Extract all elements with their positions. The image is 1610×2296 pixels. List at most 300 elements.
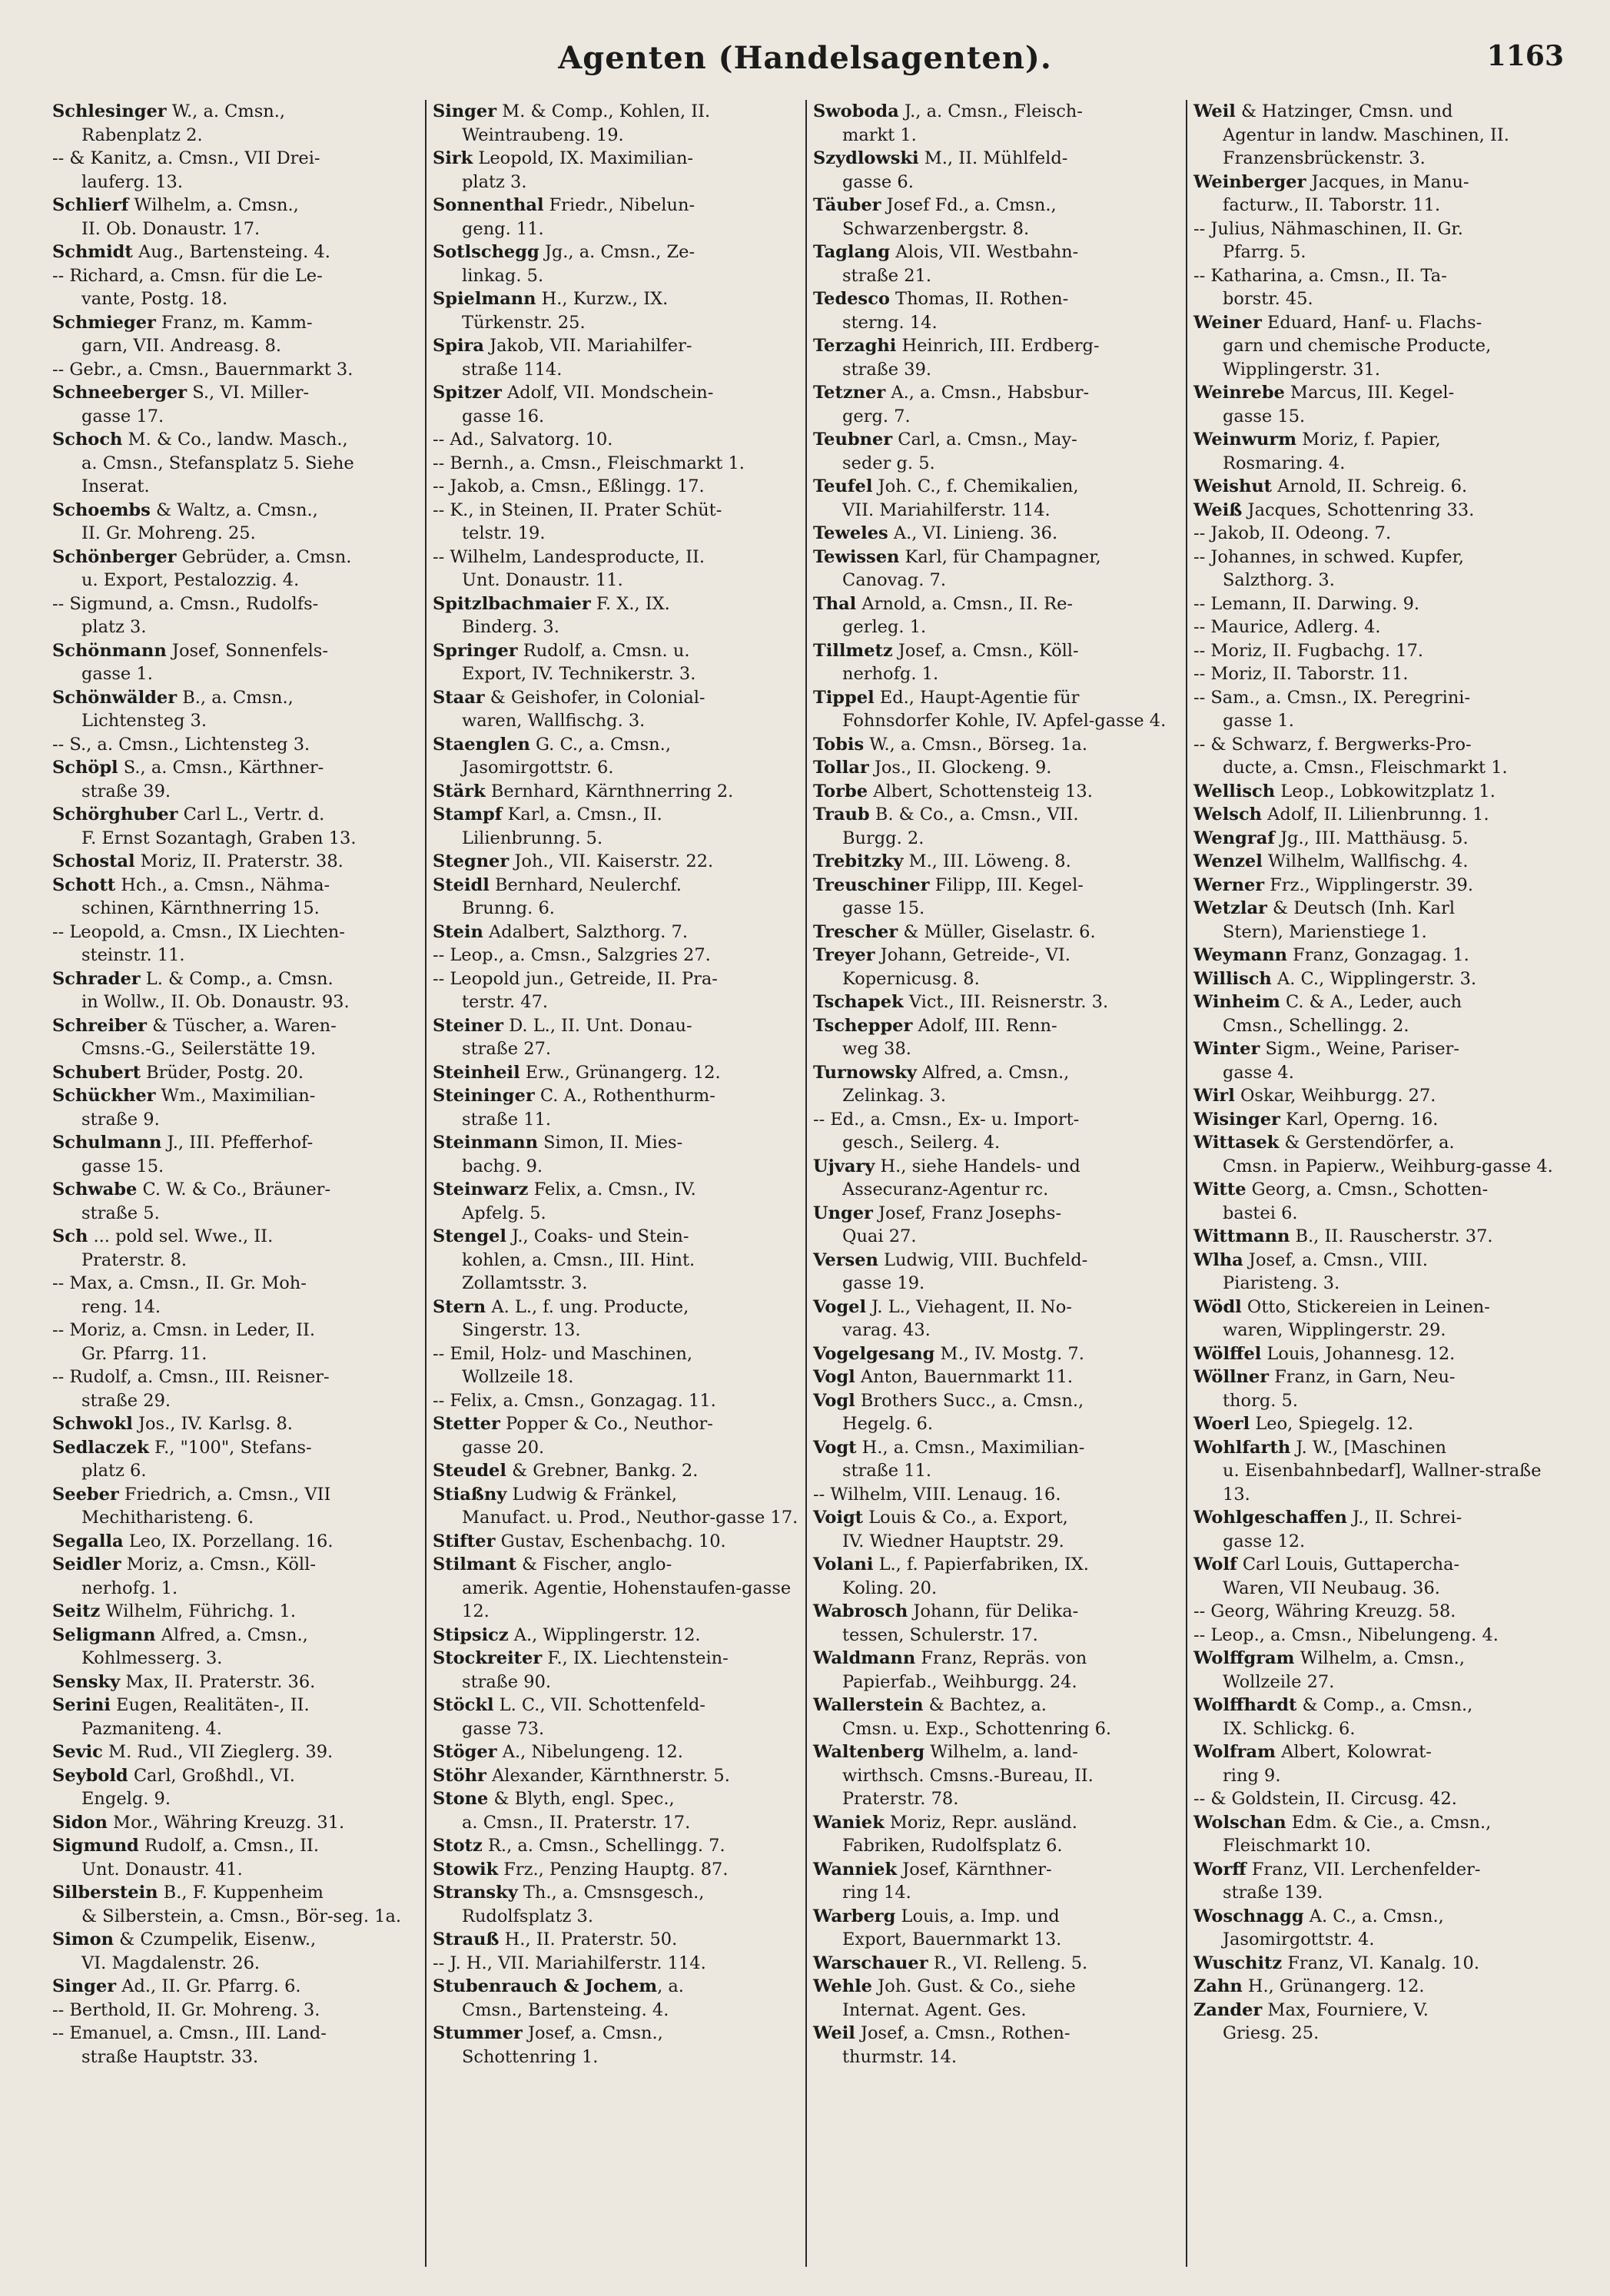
- entry-details: J. W., [Maschinen: [1290, 1437, 1446, 1458]
- entry-name: Vogl: [813, 1390, 855, 1411]
- entry-continuation: Manufact. u. Prod., Neuthor-gasse 17.: [462, 1508, 798, 1528]
- entry-details: A. C., a. Cmsn.,: [1303, 1906, 1444, 1926]
- entry-details: -- Julius, Nähmaschinen, II. Gr.: [1193, 218, 1463, 239]
- entry-details: -- Rudolf, a. Cmsn., III. Reisner-: [52, 1367, 330, 1387]
- directory-entry: [813, 1014, 1180, 1061]
- entry-name: Spitzer: [433, 383, 502, 403]
- entry-details: Louis, Johannesg. 12.: [1261, 1343, 1456, 1364]
- entry-details: M., IV. Mostg. 7.: [934, 1343, 1084, 1364]
- entry-name: Schlesinger: [52, 101, 167, 121]
- entry-details: -- Sigmund, a. Cmsn., Rudolfs-: [52, 593, 319, 614]
- entry-continuation: Fleischmarkt 10.: [1223, 1836, 1372, 1856]
- entry-name: Wölffel: [1193, 1343, 1262, 1364]
- entry-details: Wilhelm, Wallfischg. 4.: [1262, 851, 1469, 871]
- entry-details: -- Gebr., a. Cmsn., Bauernmarkt 3.: [52, 359, 354, 380]
- entry-continuation: Cmsn. u. Exp., Schottenring 6.: [842, 1718, 1112, 1739]
- directory-entry: [1193, 264, 1562, 311]
- entry-details: D. L., II. Unt. Donau-: [503, 1015, 692, 1036]
- entry-details: -- Moriz, II. Taborstr. 11.: [1193, 664, 1409, 684]
- directory-entry: [813, 1061, 1180, 1108]
- entry-details: -- Jakob, a. Cmsn., Eßlingg. 17.: [433, 476, 705, 496]
- entry-name: Zander: [1193, 1999, 1263, 2020]
- entry-continuation: Engelg. 9.: [81, 1789, 171, 1809]
- entry-continuation: gasse 15.: [842, 898, 925, 918]
- entry-name: Stowik: [433, 1859, 499, 1880]
- directory-entry: [52, 1014, 419, 1061]
- entry-continuation: gerleg. 1.: [842, 617, 927, 637]
- entry-details: G. C., a. Cmsn.,: [529, 734, 671, 755]
- entry-name: Steidl: [433, 874, 490, 895]
- entry-continuation: Jasomirgottstr. 4.: [1223, 1929, 1375, 1949]
- entry-continuation: Rosmaring. 4.: [1223, 453, 1346, 473]
- entry-name: Serini: [52, 1695, 111, 1715]
- directory-entry: [52, 1061, 419, 1085]
- entry-continuation: Jasomirgottstr. 6.: [462, 758, 614, 778]
- directory-entry: [433, 1014, 799, 1061]
- entry-details: L. & Comp., a. Cmsn.: [140, 968, 334, 989]
- directory-entry: [433, 1764, 799, 1788]
- directory-entry: [1193, 522, 1562, 546]
- entry-details: Josef, a. Cmsn., Köll-: [892, 640, 1079, 661]
- directory-entry: [433, 1061, 799, 1085]
- directory-entry: [1193, 1858, 1562, 1905]
- entry-name: Wabrosch: [813, 1601, 908, 1621]
- entry-details: Carl L., Vertr. d.: [178, 805, 325, 825]
- entry-details: & Bachtez, a.: [923, 1695, 1047, 1715]
- entry-details: -- Jakob, II. Odeong. 7.: [1193, 523, 1392, 543]
- entry-name: Waldmann: [813, 1648, 916, 1668]
- entry-continuation: garn, VII. Andreasg. 8.: [81, 336, 282, 356]
- entry-name: Vogel: [813, 1296, 866, 1317]
- entry-name: Sensky: [52, 1671, 121, 1692]
- entry-name: Woschnagg: [1193, 1906, 1304, 1926]
- entry-details: -- & Goldstein, II. Circusg. 42.: [1193, 1789, 1457, 1809]
- directory-entry: [52, 639, 419, 686]
- entry-name: Wödl: [1193, 1296, 1242, 1317]
- directory-entry: [1193, 1740, 1562, 1787]
- entry-name: Seybold: [52, 1765, 128, 1786]
- entry-details: H., siehe Handels- und: [875, 1156, 1081, 1176]
- entry-continuation: Wollzeile 18.: [462, 1367, 574, 1387]
- entry-name: Welsch: [1193, 805, 1263, 825]
- entry-name: Schwabe: [52, 1180, 138, 1199]
- entry-details: Leop., Lobkowitzplatz 1.: [1275, 781, 1495, 801]
- entry-name: Wolfram: [1193, 1742, 1276, 1762]
- directory-entry: [1193, 1365, 1562, 1412]
- entry-continuation: u. Export, Pestalozzig. 4.: [81, 570, 300, 590]
- entry-details: Carl, a. Cmsn., May-: [892, 430, 1077, 450]
- entry-name: Torbe: [813, 781, 868, 801]
- directory-entry: [813, 1202, 1180, 1249]
- entry-details: & Hatzinger, Cmsn. und: [1235, 101, 1453, 121]
- entry-name: Wuschitz: [1193, 1953, 1283, 1973]
- entry-name: Weinrebe: [1193, 383, 1285, 403]
- directory-entry: [813, 1389, 1180, 1436]
- entry-continuation: VI. Magdalenstr. 26.: [81, 1953, 261, 1973]
- entry-name: Weishut: [1193, 476, 1273, 496]
- entry-continuation: lauferg. 13.: [81, 171, 183, 192]
- entry-name: Wolf: [1193, 1554, 1237, 1574]
- entry-continuation: geng. 11.: [462, 218, 544, 239]
- entry-details: -- Ed., a. Cmsn., Ex- u. Import-: [813, 1109, 1080, 1130]
- entry-continuation: gasse 6.: [842, 171, 914, 192]
- entry-name: Stern: [433, 1296, 486, 1317]
- entry-details: -- Richard, a. Cmsn. für die Le-: [52, 265, 323, 286]
- entry-name: Schönwälder: [52, 687, 178, 708]
- directory-entry: [1193, 592, 1562, 616]
- entry-details: Joh., VII. Kaiserstr. 22.: [509, 851, 714, 871]
- entry-details: Josef, Sonnenfels-: [166, 640, 328, 661]
- entry-details: Th., a. Cmsnsgesch.,: [517, 1883, 705, 1903]
- entry-continuation: Koling. 20.: [842, 1578, 938, 1598]
- directory-entry: [813, 639, 1180, 686]
- entry-details: -- Leopold jun., Getreide, II. Pra-: [433, 968, 718, 989]
- entry-details: -- K., in Steinen, II. Prater Schüt-: [433, 499, 722, 520]
- entry-details: Wilhelm, a. land-: [925, 1742, 1078, 1762]
- entry-details: Franz, Repräs. von: [915, 1648, 1087, 1668]
- entry-details: -- Berthold, II. Gr. Mohreng. 3.: [52, 1999, 320, 2020]
- entry-continuation: reng. 14.: [81, 1296, 161, 1317]
- entry-details: Moriz, f. Papier,: [1296, 430, 1441, 450]
- entry-continuation: telstr. 19.: [462, 523, 546, 543]
- directory-entry: [813, 522, 1180, 546]
- entry-details: Adolf, VII. Mondschein-: [501, 383, 714, 403]
- entry-name: Steinwarz: [433, 1180, 529, 1199]
- entry-name: Sirk: [433, 148, 473, 168]
- entry-continuation: Unt. Donaustr. 41.: [81, 1859, 243, 1880]
- entry-name: Wenzel: [1193, 851, 1263, 871]
- directory-entry: [433, 1858, 799, 1882]
- entry-continuation: Binderg. 3.: [462, 617, 559, 637]
- directory-entry: [52, 358, 419, 382]
- entry-details: & Müller, Giselastr. 6.: [898, 921, 1096, 942]
- entry-continuation: Cmsn. in Papierw., Weihburg-gasse 4.: [1223, 1156, 1553, 1176]
- entry-name: Schneeberger: [52, 383, 188, 403]
- entry-name: Waniek: [813, 1812, 885, 1833]
- entry-details: A., a. Cmsn., Habsbur-: [885, 383, 1090, 403]
- directory-entry: [1193, 897, 1562, 944]
- entry-name: Schönberger: [52, 546, 177, 567]
- directory-entry: [1193, 1624, 1562, 1647]
- directory-entry: [813, 990, 1180, 1014]
- directory-entry: [52, 1272, 419, 1319]
- entry-details: -- & Kanitz, a. Cmsn., VII Drei-: [52, 148, 320, 168]
- entry-continuation: straße 139.: [1223, 1883, 1323, 1903]
- entry-name: Silberstein: [52, 1883, 158, 1903]
- entry-continuation: thorg. 5.: [1223, 1390, 1299, 1411]
- directory-entry: [52, 1740, 419, 1764]
- entry-details: Franz, VII. Lerchenfelder-: [1246, 1859, 1481, 1880]
- entry-name: Witte: [1193, 1180, 1247, 1199]
- directory-entry: [433, 1296, 799, 1342]
- entry-details: H., Kurzw., IX.: [536, 289, 669, 309]
- directory-entry: [52, 921, 419, 967]
- entry-details: & Geishofer, in Colonial-: [484, 687, 705, 708]
- entry-continuation: straße 39.: [842, 359, 932, 380]
- entry-details: Max, Fourniere, V.: [1262, 1999, 1429, 2020]
- entry-name: Treyer: [813, 945, 875, 965]
- entry-name: Springer: [433, 640, 518, 661]
- directory-entry: [52, 100, 419, 147]
- entry-continuation: straße 90.: [462, 1671, 552, 1692]
- entry-continuation: waren, Wipplingerstr. 29.: [1223, 1320, 1446, 1340]
- directory-entry: [433, 1178, 799, 1225]
- entry-details: Rudolf, a. Cmsn. u.: [517, 640, 690, 661]
- directory-columns: [46, 100, 1568, 2267]
- entry-continuation: Assecuranz-Agentur rc.: [842, 1180, 1049, 1199]
- entry-details: Eduard, Hanf- u. Flachs-: [1261, 312, 1482, 333]
- entry-details: Josef, a. Cmsn., VIII.: [1243, 1249, 1429, 1270]
- entry-continuation: straße 11.: [462, 1109, 552, 1130]
- entry-details: C. A., Rothenthurm-: [534, 1086, 715, 1106]
- directory-entry: [433, 1084, 799, 1131]
- entry-continuation: facturw., II. Taborstr. 11.: [1223, 195, 1441, 215]
- directory-entry: [433, 780, 799, 804]
- entry-continuation: gasse 15.: [1223, 406, 1306, 426]
- entry-details: Karl, Operng. 16.: [1280, 1109, 1439, 1130]
- directory-entry: [1193, 967, 1562, 991]
- entry-name: Willisch: [1193, 968, 1272, 989]
- entry-details: -- Lemann, II. Darwing. 9.: [1193, 593, 1420, 614]
- entry-continuation: thurmstr. 14.: [842, 2046, 958, 2067]
- directory-entry: [813, 1905, 1180, 1952]
- directory-entry: [813, 1483, 1180, 1507]
- directory-entry: [1193, 1296, 1562, 1342]
- directory-entry: [1193, 662, 1562, 686]
- entry-continuation: F. Ernst Sozantagh, Graben 13.: [81, 828, 357, 848]
- directory-entry: [433, 1225, 799, 1296]
- entry-name: Sidon: [52, 1812, 108, 1833]
- entry-name: Tollar: [813, 758, 869, 778]
- entry-name: Sigmund: [52, 1836, 139, 1856]
- directory-entry: [813, 1811, 1180, 1858]
- entry-details: Heinrich, III. Erdberg-: [896, 336, 1100, 356]
- directory-entry: [52, 592, 419, 639]
- entry-details: Jg., III. Matthäusg. 5.: [1274, 828, 1469, 848]
- entry-details: Leopold, IX. Maximilian-: [473, 148, 694, 168]
- entry-name: Stengel: [433, 1226, 506, 1246]
- entry-name: Volani: [813, 1554, 874, 1574]
- directory-entry: [52, 850, 419, 874]
- directory-entry: [52, 1530, 419, 1554]
- directory-entry: [52, 194, 419, 241]
- directory-entry: [52, 147, 419, 194]
- directory-entry: [52, 381, 419, 428]
- entry-details: & Blyth, engl. Spec.,: [488, 1789, 675, 1809]
- entry-continuation: gasse 20.: [462, 1437, 545, 1458]
- entry-name: Steinmann: [433, 1133, 538, 1153]
- entry-details: -- Leop., a. Cmsn., Salzgries 27.: [433, 945, 711, 965]
- entry-details: & Deutsch (Inh. Karl: [1266, 898, 1456, 918]
- entry-name: Strauß: [433, 1929, 500, 1949]
- entry-name: Schückher: [52, 1086, 156, 1106]
- entry-details: Joh. C., f. Chemikalien,: [872, 476, 1079, 496]
- directory-entry: [1193, 311, 1562, 382]
- entry-details: Frz., Wipplingerstr. 39.: [1264, 874, 1474, 895]
- entry-name: Weymann: [1193, 945, 1287, 965]
- entry-details: R., VI. Relleng. 5.: [928, 1953, 1088, 1973]
- directory-entry: [52, 428, 419, 499]
- directory-entry: [52, 1624, 419, 1671]
- directory-entry: [1193, 381, 1562, 428]
- entry-name: Wengraf: [1193, 828, 1275, 848]
- entry-name: Singer: [433, 101, 497, 121]
- entry-continuation: Piaristeng. 3.: [1223, 1273, 1340, 1293]
- entry-details: W., a. Cmsn.,: [166, 101, 286, 121]
- entry-details: Carl, Großhdl., VI.: [128, 1765, 295, 1786]
- entry-name: Voigt: [813, 1508, 864, 1528]
- entry-name: Tetzner: [813, 383, 886, 403]
- entry-details: Johann, für Delika-: [908, 1601, 1079, 1621]
- entry-details: -- Moriz, a. Cmsn. in Leder, II.: [52, 1320, 315, 1340]
- entry-name: Sotlschegg: [433, 242, 539, 262]
- directory-entry: [813, 803, 1180, 850]
- entry-name: Stockreiter: [433, 1648, 543, 1668]
- directory-entry: [52, 1600, 419, 1624]
- entry-continuation: Unt. Donaustr. 11.: [462, 570, 623, 590]
- entry-details: J., Coaks- und Stein-: [506, 1226, 689, 1246]
- directory-entry: [1193, 217, 1562, 264]
- entry-continuation: gasse 19.: [842, 1273, 925, 1293]
- directory-entry: [1193, 1084, 1562, 1108]
- entry-details: & Comp., a. Cmsn.,: [1296, 1695, 1473, 1715]
- entry-details: J., III. Pfefferhof-: [161, 1133, 314, 1153]
- entry-continuation: in Wollw., II. Ob. Donaustr. 93.: [81, 992, 350, 1012]
- entry-continuation: Schottenring 1.: [462, 2046, 599, 2067]
- entry-continuation: gasse 17.: [81, 406, 164, 426]
- entry-continuation: gasse 16.: [462, 406, 545, 426]
- entry-name: Stiaßny: [433, 1484, 507, 1505]
- directory-entry: [433, 1694, 799, 1740]
- entry-details: & Fischer, anglo-: [516, 1554, 672, 1574]
- directory-entry: [433, 452, 799, 476]
- entry-details: Erw., Grünangerg. 12.: [520, 1062, 721, 1083]
- directory-entry: [813, 147, 1180, 194]
- directory-entry: [1193, 827, 1562, 851]
- entry-details: H., a. Cmsn., Maximilian-: [856, 1437, 1085, 1458]
- entry-name: Staar: [433, 687, 485, 708]
- entry-details: L. C., VII. Schottenfeld-: [493, 1695, 705, 1715]
- entry-continuation: Rabenplatz 2.: [81, 124, 203, 145]
- directory-entry: [52, 1131, 419, 1178]
- entry-continuation: VII. Mariahilferstr. 114.: [842, 499, 1051, 520]
- entry-continuation: varag. 43.: [842, 1320, 931, 1340]
- entry-details: B., F. Kuppenheim: [158, 1883, 324, 1903]
- directory-entry: [433, 1553, 799, 1624]
- entry-details: Friedr., Nibelun-: [543, 195, 695, 215]
- directory-entry: [1193, 1553, 1562, 1600]
- entry-details: Bernhard, Kärnthnerring 2.: [485, 781, 734, 801]
- entry-details: Josef, a. Cmsn.,: [522, 2023, 663, 2043]
- entry-details: C. & A., Leder, auch: [1280, 992, 1462, 1012]
- entry-continuation: Waren, VII Neubaug. 36.: [1223, 1578, 1440, 1598]
- entry-name: Stampf: [433, 805, 503, 825]
- directory-entry: [813, 921, 1180, 944]
- entry-name: Spielmann: [433, 289, 536, 309]
- entry-details: Aug., Bartensteing. 4.: [132, 242, 330, 262]
- entry-details: Frz., Penzing Hauptg. 87.: [498, 1859, 729, 1880]
- directory-entry: [813, 1436, 1180, 1483]
- entry-name: Ujvary: [813, 1156, 875, 1176]
- entry-continuation: Export, IV. Technikerstr. 3.: [462, 664, 696, 684]
- entry-continuation: Brunng. 6.: [462, 898, 555, 918]
- entry-details: A. L., f. ung. Producte,: [486, 1296, 689, 1317]
- entry-name: Traub: [813, 805, 870, 825]
- entry-details: -- Ad., Salvatorg. 10.: [433, 430, 613, 450]
- directory-entry: [52, 1975, 419, 1999]
- entry-name: Stärk: [433, 781, 486, 801]
- entry-details: Karl, a. Cmsn., II.: [502, 805, 662, 825]
- entry-details: A. C., Wipplingerstr. 3.: [1271, 968, 1477, 989]
- entry-details: Georg, a. Cmsn., Schotten-: [1246, 1180, 1489, 1199]
- entry-continuation: nerhofg. 1.: [842, 664, 939, 684]
- directory-entry: [52, 2022, 419, 2069]
- page-header: [46, 40, 1564, 86]
- entry-name: Woerl: [1193, 1414, 1250, 1434]
- entry-details: Ludwig & Fränkel,: [506, 1484, 678, 1505]
- entry-details: -- & Schwarz, f. Bergwerks-Pro-: [1193, 734, 1472, 755]
- entry-continuation: II. Gr. Mohreng. 25.: [81, 523, 256, 543]
- entry-name: Wittmann: [1193, 1226, 1290, 1246]
- entry-continuation: Praterstr. 8.: [81, 1249, 188, 1270]
- entry-name: Teufel: [813, 476, 873, 496]
- entry-name: Trescher: [813, 921, 898, 942]
- entry-details: L., f. Papierfabriken, IX.: [873, 1554, 1089, 1574]
- entry-name: Tedesco: [813, 289, 890, 309]
- entry-continuation: Lilienbrunng. 5.: [462, 828, 603, 848]
- entry-details: Jakob, VII. Mariahilfer-: [483, 336, 692, 356]
- entry-continuation: Kopernicusg. 8.: [842, 968, 980, 989]
- directory-entry: [52, 1999, 419, 2022]
- entry-continuation: gasse 15.: [81, 1156, 164, 1176]
- entry-details: M. & Comp., Kohlen, II.: [496, 101, 711, 121]
- entry-name: Schoembs: [52, 499, 151, 520]
- directory-entry: [813, 733, 1180, 757]
- entry-details: , a.: [657, 1976, 684, 1996]
- directory-entry: [1193, 100, 1562, 171]
- directory-entry: [1193, 780, 1562, 804]
- entry-continuation: Rudolfsplatz 3.: [462, 1906, 593, 1926]
- directory-entry: [813, 1342, 1180, 1366]
- page-number: 1163: [1486, 40, 1564, 72]
- directory-entry: [52, 1553, 419, 1600]
- page-title: Agenten (Handelsagenten).: [558, 40, 1052, 76]
- directory-entry: [1193, 1600, 1562, 1624]
- entry-name: Tschepper: [813, 1015, 913, 1036]
- entry-details: Jos., II. Glockeng. 9.: [868, 758, 1052, 778]
- directory-entry: [813, 1975, 1180, 2022]
- entry-continuation: straße 5.: [81, 1203, 160, 1223]
- entry-name: Schönmann: [52, 640, 167, 661]
- entry-details: A., Nibelungeng. 12.: [496, 1742, 683, 1762]
- entry-details: S., VI. Miller-: [187, 383, 310, 403]
- entry-continuation: Export, Bauernmarkt 13.: [842, 1929, 1062, 1949]
- entry-details: Anton, Bauernmarkt 11.: [855, 1367, 1074, 1387]
- directory-entry: [52, 756, 419, 803]
- entry-continuation: Pfarrg. 5.: [1223, 242, 1306, 262]
- entry-details: ... pold sel. Wwe., II.: [88, 1226, 274, 1246]
- entry-details: Leo, Spiegelg. 12.: [1250, 1414, 1414, 1434]
- entry-details: Jg., a. Cmsn., Ze-: [539, 242, 695, 262]
- entry-continuation: kohlen, a. Cmsn., III. Hint. Zollamtsstr. 3.: [462, 1249, 695, 1293]
- entry-details: Jacques, Schottenring 33.: [1242, 499, 1475, 520]
- entry-details: Wilhelm, Führichg. 1.: [100, 1601, 297, 1621]
- directory-entry: [813, 1647, 1180, 1694]
- directory-entry: [52, 1834, 419, 1881]
- directory-entry: [813, 1506, 1180, 1553]
- entry-continuation: Gr. Pfarrg. 11.: [81, 1343, 207, 1364]
- entry-continuation: gasse 12.: [1223, 1531, 1306, 1551]
